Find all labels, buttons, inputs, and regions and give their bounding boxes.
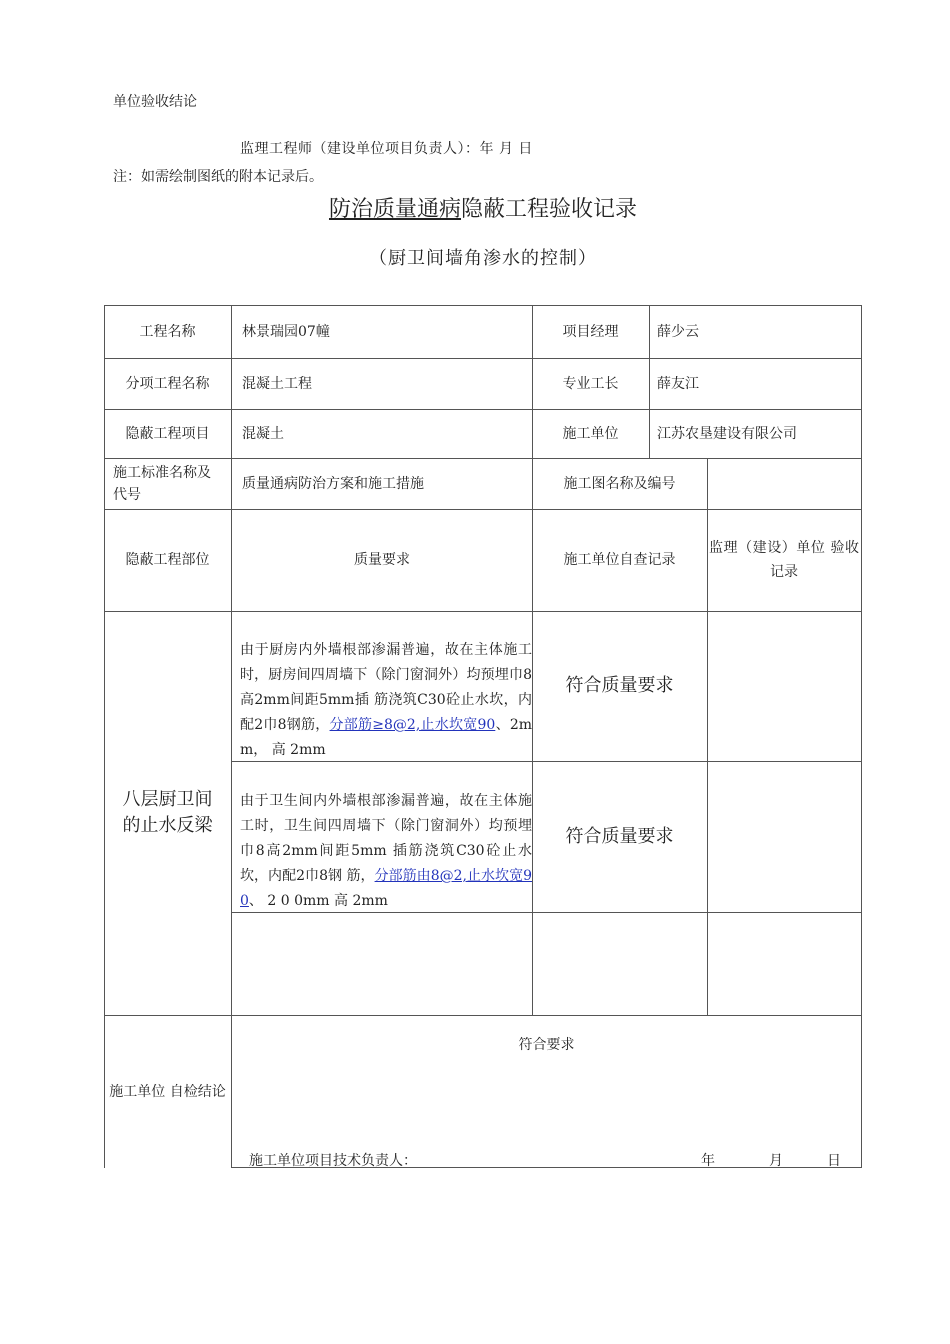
contractor-value: 江苏农垦建设有限公司 [657,425,797,442]
hidden-item-value: 混凝土 [242,425,284,442]
document-subtitle: （厨卫间墙角渗水的控制） [369,248,597,269]
date-year: 年 [701,1153,715,1169]
contractor-label: 施工单位 [562,425,619,442]
drawing-value [707,458,861,509]
tech-lead-signature-label: 施工单位项目技术负责人： [249,1153,417,1169]
project-manager-value: 薛少云 [657,323,699,340]
foreman-value: 薛友江 [657,375,699,392]
sub-project-label: 分项工程名称 [125,375,210,392]
sub-project-value: 混凝土工程 [242,375,312,392]
hidden-item-label: 隐蔽工程项目 [125,425,210,442]
date-month: 月 [769,1153,783,1169]
selfcheck-kitchen: 符合质量要求 [565,675,674,696]
self-conclusion-label: 施工单位 自检结论 [109,1083,226,1100]
col-header-selfcheck: 施工单位自查记录 [563,552,676,568]
requirement-kitchen-text: 由于厨房内外墙根部渗漏普遍，故在主体施工时，厨房间四周墙下（除门窗洞外）均预埋巾8高2mm间距5mm插 筋浇筑C30砼止水坎，内配2巾8钢筋， [240,642,532,733]
foreman-label: 专业工长 [562,375,619,392]
project-name-label: 工程名称 [139,323,196,340]
unit-conclusion-label: 单位验收结论 [113,94,197,110]
hidden-location-value: 八层厨卫间的止水反梁 [122,789,213,836]
self-conclusion-value: 符合要求 [518,1037,575,1053]
quality-requirement-bathroom [240,789,532,914]
requirement-kitchen-tail: 、2mm， 高 2mm [240,717,533,758]
project-name-value: 林景瑞园07幢 [242,323,330,340]
col-header-quality: 质量要求 [354,552,410,568]
standard-value: 质量通病防治方案和施工措施 [242,475,424,492]
standard-label: 施工标准名称及代号 [113,464,211,503]
title-rest: 隐蔽工程验收记录 [461,197,638,222]
requirement-bathroom-tail: 、 2 0 0mm 高 2mm [248,893,388,909]
drawing-label: 施工图名称及编号 [563,475,676,492]
date-day: 日 [827,1153,841,1169]
requirement-bathroom-link[interactable]: 分部筋由8@2,止水坎宽90 [240,868,533,909]
requirement-bathroom-text: 由于卫生间内外墙根部渗漏普遍，故在主体施工时，卫生间四周墙下（除门窗洞外）均预埋巾8高2mm间距5mm 插筋浇筑C30砼止水坎，内配2巾8钢 筋， [240,793,532,884]
document-title [0,192,950,223]
title-underlined-part: 防治质量通病 [328,197,461,222]
requirement-kitchen-link[interactable]: 分部筋≥8@2,止水坎宽90 [329,717,496,733]
attachment-note: 注：如需绘制图纸的附本记录后。 [113,169,323,185]
selfcheck-bathroom: 符合质量要求 [565,825,674,847]
quality-requirement-kitchen [240,638,532,763]
col-header-supervision: 监理（建设）单位 验收记录 [709,540,859,580]
col-header-location: 隐蔽工程部位 [125,552,210,568]
project-manager-label: 项目经理 [562,323,619,340]
supervisor-signature-line: 监理工程师（建设单位项目负责人）：年 月 日 [240,141,533,157]
